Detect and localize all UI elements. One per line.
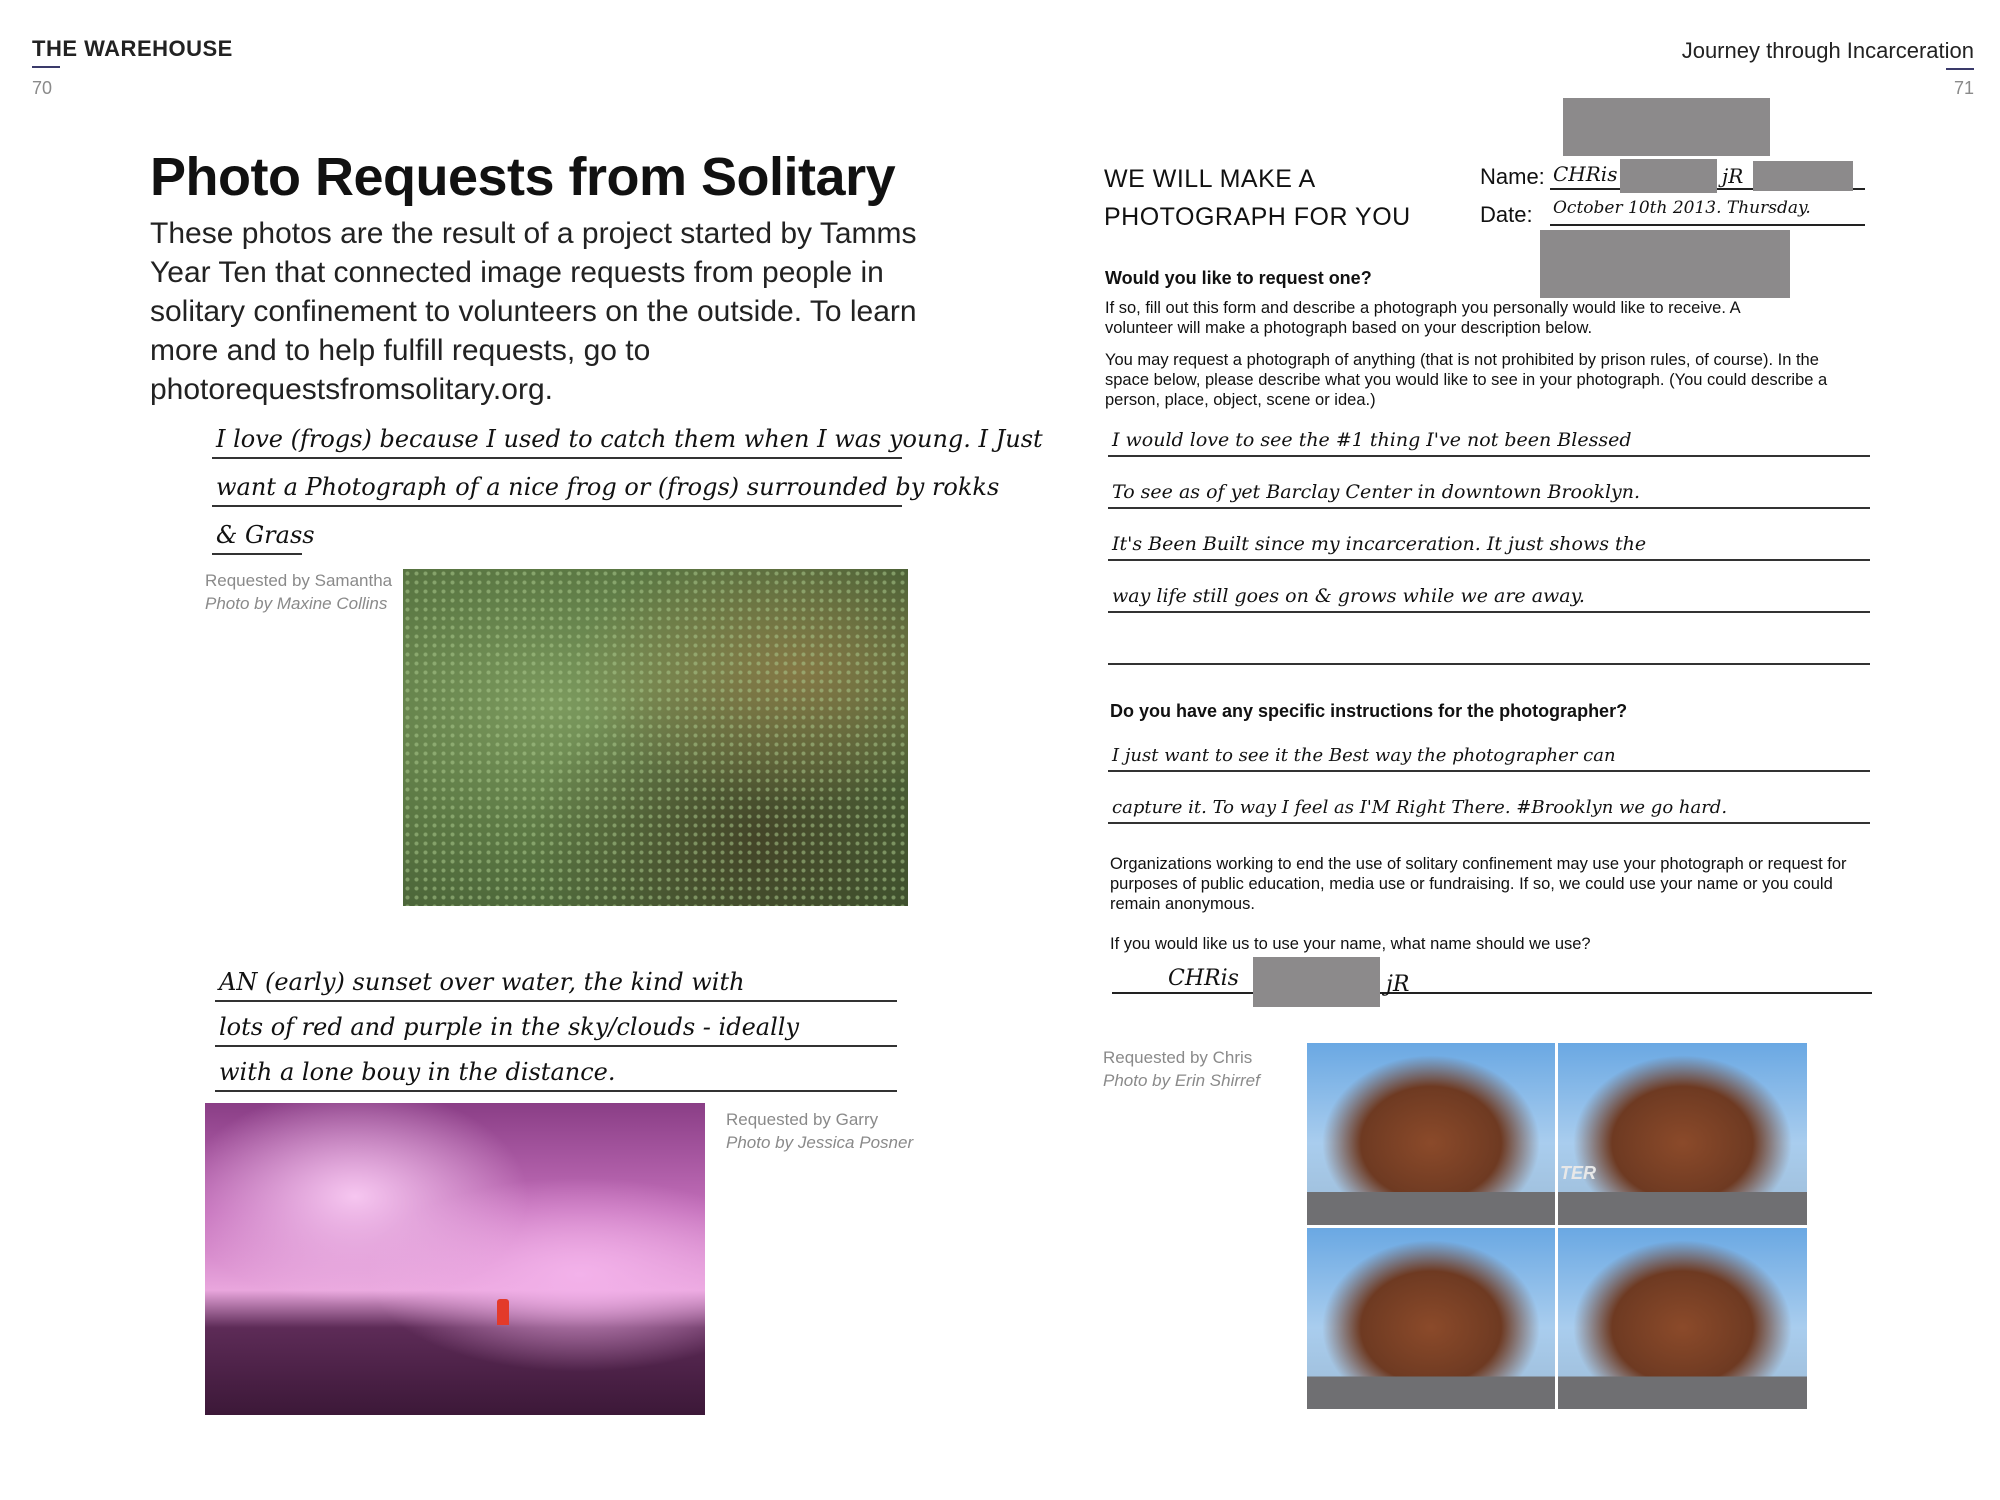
page-rule-right (1946, 68, 1974, 70)
form-instructions: If so, fill out this form and describe a photograph you personally would like to receive. A volunteer will make a photograph based on your description below. (1105, 299, 1740, 337)
form-consent-text: Organizations working to end the use of solitary confinement may use your photograph or request for purposes of public education, media use or fundraising. If so, we could use your name or you could remain anonymous. (1110, 855, 1847, 913)
form-title-line: PHOTOGRAPH FOR YOU (1104, 203, 1411, 231)
name-label: Name: (1480, 164, 1545, 189)
page-number-left: 70 (32, 78, 53, 98)
photo-barclays-3 (1307, 1228, 1555, 1409)
form-question: If you would like us to use your name, what name should we use? (1110, 935, 1591, 953)
preferred-name: CHRis (1168, 966, 1239, 991)
arena-sign: TER (1560, 1163, 1596, 1183)
requested-by: Requested by Garry (726, 1110, 879, 1129)
page-number-right: 71 (1953, 78, 1974, 98)
handwriting-line: I would love to see the #1 thing I've not been Blessed (1112, 429, 1632, 451)
handwriting-line: way life still goes on & grows while we are away. (1112, 585, 1585, 607)
photo-barclays-1 (1307, 1043, 1555, 1225)
handwritten-request-frogs (212, 412, 1043, 562)
handwriting-line: lots of red and purple in the sky/clouds - ideally (219, 1013, 799, 1041)
credit-barclays (1103, 1046, 1303, 1092)
preferred-name-suffix: jR (1386, 972, 1410, 997)
form-title-line: WE WILL MAKE A (1104, 165, 1316, 193)
form-instructions: You may request a photograph of anything (that is not prohibited by prison rules, of course). In the space below, please describe what you would like to see in your photograph. (You could describe a person, place, object, scene or idea.) (1105, 351, 1828, 409)
handwriting-line: capture it. To way I feel as I'M Right There. #Brooklyn we go hard. (1112, 797, 1728, 818)
date-value: October 10th 2013. Thursday. (1553, 198, 1811, 218)
page-rule-left (32, 66, 60, 68)
credit-frogs (205, 569, 405, 615)
intro-paragraph: These photos are the result of a project started by Tamms Year Ten that connected image requests from people in solitary confinement to volunteers on the outside. To learn more and to help fulfill requests, go to photorequestsfromsolitary.org. (150, 217, 917, 406)
photo-barclays-2 (1558, 1043, 1807, 1225)
photo-sunset (205, 1103, 705, 1415)
preferred-name-line (1112, 992, 1872, 994)
redaction-box (1753, 161, 1853, 191)
form-question: Do you have any specific instructions for the photographer? (1110, 701, 1628, 721)
photo-barclays-4 (1558, 1228, 1807, 1409)
requested-by: Requested by Chris (1103, 1048, 1253, 1067)
form-question: Would you like to request one? (1105, 268, 1372, 288)
photo-by: Photo by Maxine Collins (205, 594, 388, 613)
running-head-right: Journey through Incarceration (1681, 38, 1974, 63)
handwriting-line: & Grass (216, 521, 315, 549)
date-line (1550, 224, 1865, 226)
photo-by: Photo by Erin Shirref (1103, 1071, 1260, 1090)
handwriting-line: want a Photograph of a nice frog or (frogs) surrounded by rokks (216, 473, 1000, 501)
handwriting-line: AN (early) sunset over water, the kind with (219, 968, 745, 996)
photo-collage-barclays (1307, 1043, 1807, 1409)
name-suffix: jR (1722, 164, 1744, 188)
handwritten-description (1108, 410, 1870, 665)
buoy (497, 1299, 509, 1325)
credit-sunset (726, 1108, 936, 1154)
handwritten-request-sunset (215, 955, 897, 1095)
handwritten-instructions (1108, 725, 1870, 825)
handwriting-line: I love (frogs) because I used to catch them when I was young. I Just (216, 425, 1043, 453)
page-title: Photo Requests from Solitary (150, 147, 896, 207)
name-first: CHRis (1553, 162, 1618, 186)
requested-by: Requested by Samantha (205, 571, 393, 590)
redaction-box (1540, 230, 1790, 298)
running-head-left: THE WAREHOUSE (32, 36, 233, 61)
handwriting-line: It's Been Built since my incarceration. It just shows the (1112, 533, 1647, 555)
handwriting-line: I just want to see it the Best way the photographer can (1112, 745, 1616, 766)
date-label: Date: (1480, 202, 1533, 227)
form-title (1104, 160, 1411, 236)
handwriting-line: To see as of yet Barclay Center in downtown Brooklyn. (1112, 481, 1641, 503)
photo-frogs (403, 569, 908, 906)
redaction-box (1253, 957, 1380, 1007)
redaction-box (1563, 98, 1770, 156)
redaction-box (1620, 159, 1717, 193)
handwriting-line: with a lone bouy in the distance. (219, 1058, 616, 1086)
photo-by: Photo by Jessica Posner (726, 1133, 914, 1152)
